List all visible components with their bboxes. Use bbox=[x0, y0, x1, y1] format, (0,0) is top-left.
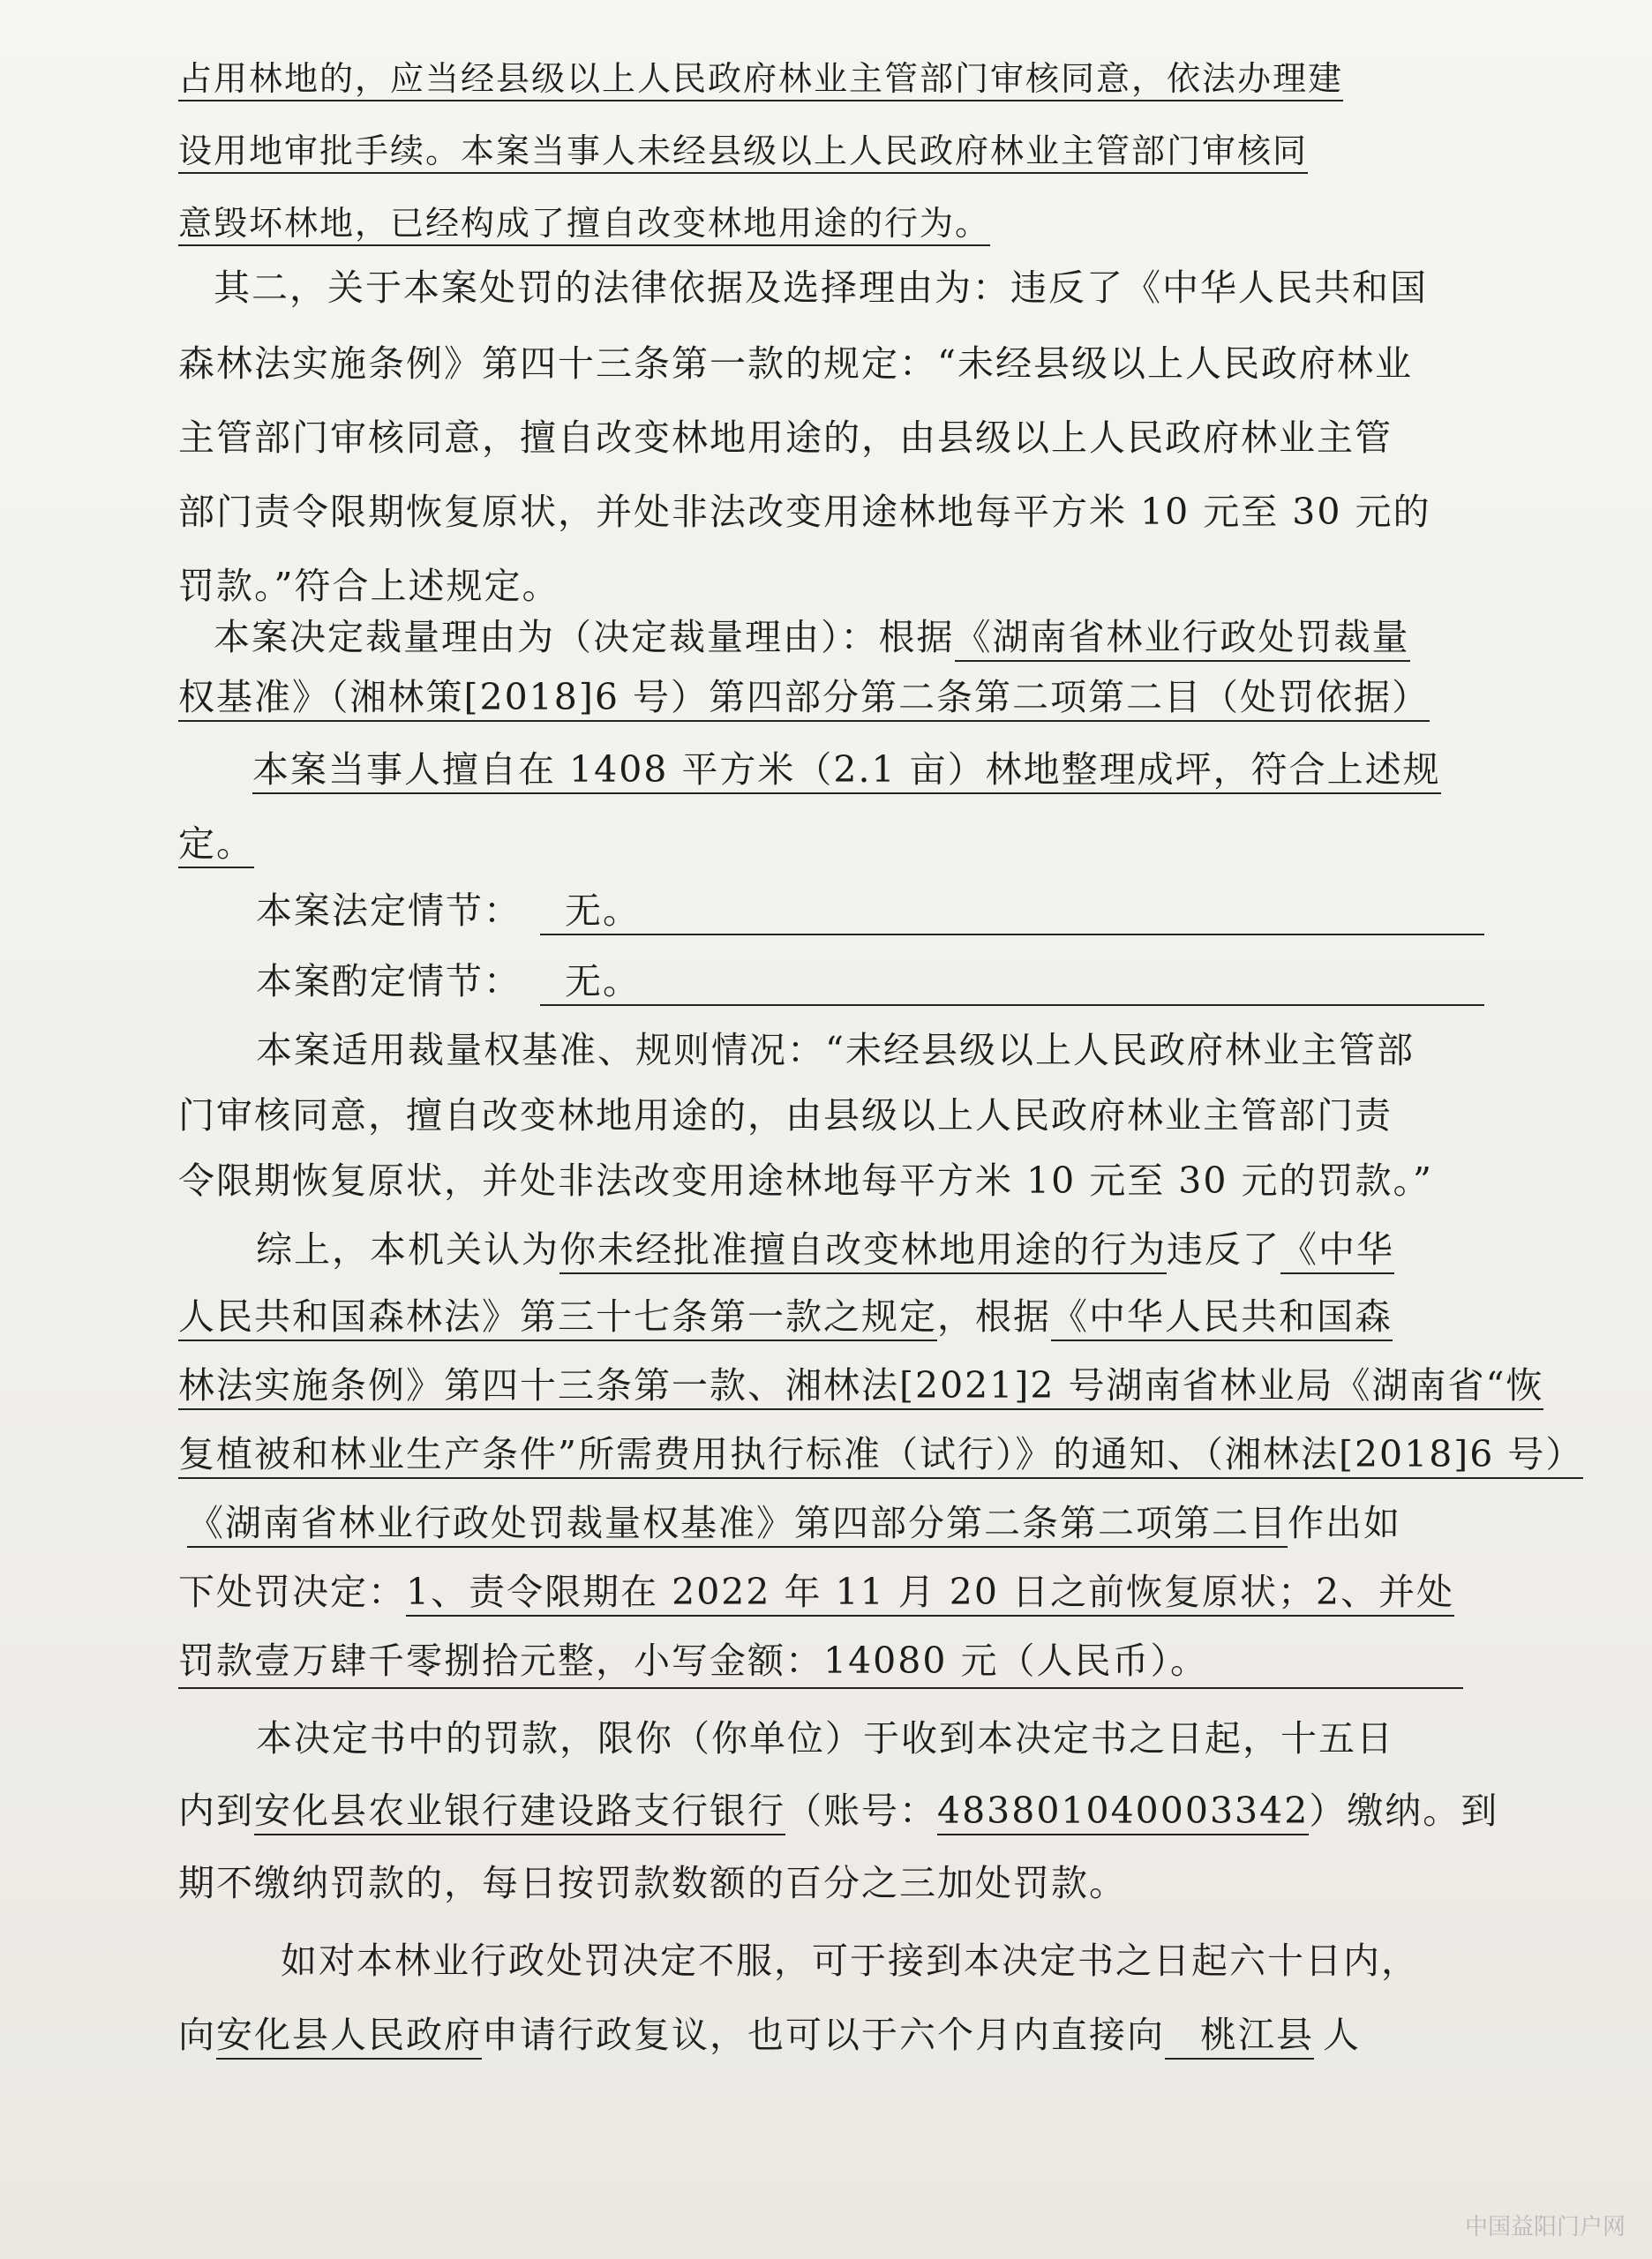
field-value: 无。 bbox=[565, 889, 641, 932]
body-text: 申请行政复议，也可以于六个月内直接向 bbox=[482, 2014, 1165, 2056]
text-line bbox=[178, 485, 1430, 538]
body-text: 本案适用裁量权基准、规则情况：“未经县级以上人民政府林业主管部 bbox=[256, 1029, 1415, 1071]
text-line bbox=[214, 261, 1428, 314]
body-text: 罚款。”符合上述规定。 bbox=[178, 565, 560, 607]
underlined-text: 《湖南省林业行政处罚裁量权基准》第四部分第二条第二项第二目 bbox=[187, 1502, 1288, 1548]
text-line bbox=[178, 1857, 1127, 1910]
body-text: 其二，关于本案处罚的法律依据及选择理由为：违反了《中华人民共和国 bbox=[214, 266, 1428, 309]
underlined-text: 《湖南省林业行政处罚裁量 bbox=[955, 616, 1410, 662]
underlined-text: 罚款壹万肆千零捌拾元整，小写金额：14080 元（人民币）。 bbox=[178, 1640, 1208, 1682]
underlined-text: 定。 bbox=[178, 822, 254, 868]
underlined-text: 人民共和国森林法》第三十七条第一款之规定 bbox=[178, 1295, 937, 1341]
text-line bbox=[178, 671, 1430, 724]
underlined-text: 安化县农业银行建设路支行银行 bbox=[254, 1790, 785, 1835]
underlined-text: 你未经批准擅自改变林地用途的行为 bbox=[559, 1228, 1167, 1274]
watermark: 中国益阳门户网 bbox=[1464, 2214, 1626, 2240]
text-line bbox=[178, 817, 254, 870]
body-text: 期不缴纳罚款的，每日按罚款数额的百分之三加处罚款。 bbox=[178, 1862, 1127, 1904]
text-line bbox=[256, 1223, 1394, 1276]
body-text: 本决定书中的罚款，限你（你单位）于收到本决定书之日起，十五日 bbox=[256, 1717, 1394, 1760]
text-line bbox=[178, 1634, 1208, 1687]
account-number: 483801040003342 bbox=[937, 1790, 1309, 1835]
underlined-text: 复植被和林业生产条件”所需费用执行标准（试行）》的通知、（湘林法[2018]6 号） bbox=[178, 1433, 1583, 1479]
text-line bbox=[178, 51, 1343, 105]
text-line bbox=[281, 1934, 1419, 1987]
text-line bbox=[178, 559, 559, 612]
text-line bbox=[252, 743, 1441, 796]
underlined-text: 权基准》（湘林策[2018]6 号）第四部分第二条第二项第二目（处罚依据） bbox=[178, 676, 1430, 722]
field-underline bbox=[540, 1004, 1484, 1006]
body-text: 本案决定裁量理由为（决定裁量理由）：根据 bbox=[214, 616, 955, 658]
body-text: 违反了 bbox=[1167, 1228, 1280, 1271]
text-line bbox=[565, 884, 641, 937]
text-line bbox=[178, 337, 1413, 390]
body-text: 门审核同意，擅自改变林地用途的，由县级以上人民政府林业主管部门责 bbox=[178, 1094, 1393, 1137]
body-text: 下处罚决定： bbox=[178, 1571, 406, 1613]
underlined-text: 安化县人民政府 bbox=[216, 2014, 482, 2060]
text-line bbox=[178, 1784, 1498, 1837]
text-line bbox=[256, 1024, 1415, 1077]
field-underline bbox=[178, 1687, 1463, 1689]
text-line bbox=[256, 1712, 1394, 1765]
body-text: 向 bbox=[178, 2014, 216, 2056]
underlined-text: 1、责令限期在 2022 年 11 月 20 日之前恢复原状；2、并处 bbox=[406, 1571, 1454, 1617]
text-line bbox=[178, 1290, 1393, 1343]
body-text: （账号： bbox=[785, 1790, 937, 1832]
body-text: ）缴纳。到 bbox=[1309, 1790, 1499, 1832]
underlined-text: 林法实施条例》第四十三条第一款、湘林法[2021]2 号湖南省林业局《湖南省“恢 bbox=[178, 1364, 1543, 1410]
text-line bbox=[565, 955, 641, 1008]
handwritten-text: 设用地审批手续。本案当事人未经县级以上人民政府林业主管部门审核同 bbox=[178, 131, 1308, 174]
text-line bbox=[178, 1089, 1393, 1142]
text-line bbox=[214, 611, 1410, 664]
handwritten-text: 占用林地的，应当经县级以上人民政府林业主管部门审核同意，依法办理建 bbox=[178, 59, 1343, 101]
text-line bbox=[178, 2008, 1361, 2061]
field-label: 本案酌定情节： bbox=[256, 960, 522, 1002]
text-line bbox=[187, 1497, 1401, 1550]
body-text: 人 bbox=[1323, 2014, 1361, 2056]
text-line bbox=[178, 1359, 1543, 1412]
text-line bbox=[256, 884, 522, 937]
text-line bbox=[178, 196, 990, 250]
text-line bbox=[256, 955, 522, 1008]
body-text: 内到 bbox=[178, 1790, 254, 1832]
text-line bbox=[178, 1428, 1583, 1481]
body-text: ，根据 bbox=[937, 1295, 1051, 1338]
body-text: 令限期恢复原状，并处非法改变用途林地每平方米 10 元至 30 元的罚款。” bbox=[178, 1160, 1433, 1202]
field-value: 无。 bbox=[565, 960, 641, 1002]
body-text: 部门责令限期恢复原状，并处非法改变用途林地每平方米 10 元至 30 元的 bbox=[178, 491, 1431, 533]
handwritten-text: 意毁坏林地，已经构成了擅自改变林地用途的行为。 bbox=[178, 204, 990, 246]
body-text: 作出如 bbox=[1288, 1502, 1401, 1544]
text-line bbox=[178, 124, 1308, 177]
underlined-text: 本案当事人擅自在 1408 平方米（2.1 亩）林地整理成坪，符合上述规 bbox=[252, 748, 1441, 794]
underlined-text: 《中华人民共和国森 bbox=[1051, 1295, 1393, 1341]
body-text: 主管部门审核同意，擅自改变林地用途的，由县级以上人民政府林业主管 bbox=[178, 417, 1393, 459]
underlined-text: 桃江县 bbox=[1165, 2014, 1314, 2060]
body-text: 森林法实施条例》第四十三条第一款的规定：“未经县级以上人民政府林业 bbox=[178, 342, 1413, 385]
body-text: 综上，本机关认为 bbox=[256, 1228, 559, 1271]
field-label: 本案法定情节： bbox=[256, 889, 522, 932]
text-line bbox=[178, 411, 1393, 464]
text-line bbox=[178, 1565, 1454, 1618]
body-text: 如对本林业行政处罚决定不服，可于接到本决定书之日起六十日内， bbox=[281, 1940, 1419, 1982]
underlined-text: 《中华 bbox=[1280, 1228, 1394, 1274]
text-line bbox=[178, 1154, 1433, 1207]
field-underline bbox=[540, 934, 1484, 935]
